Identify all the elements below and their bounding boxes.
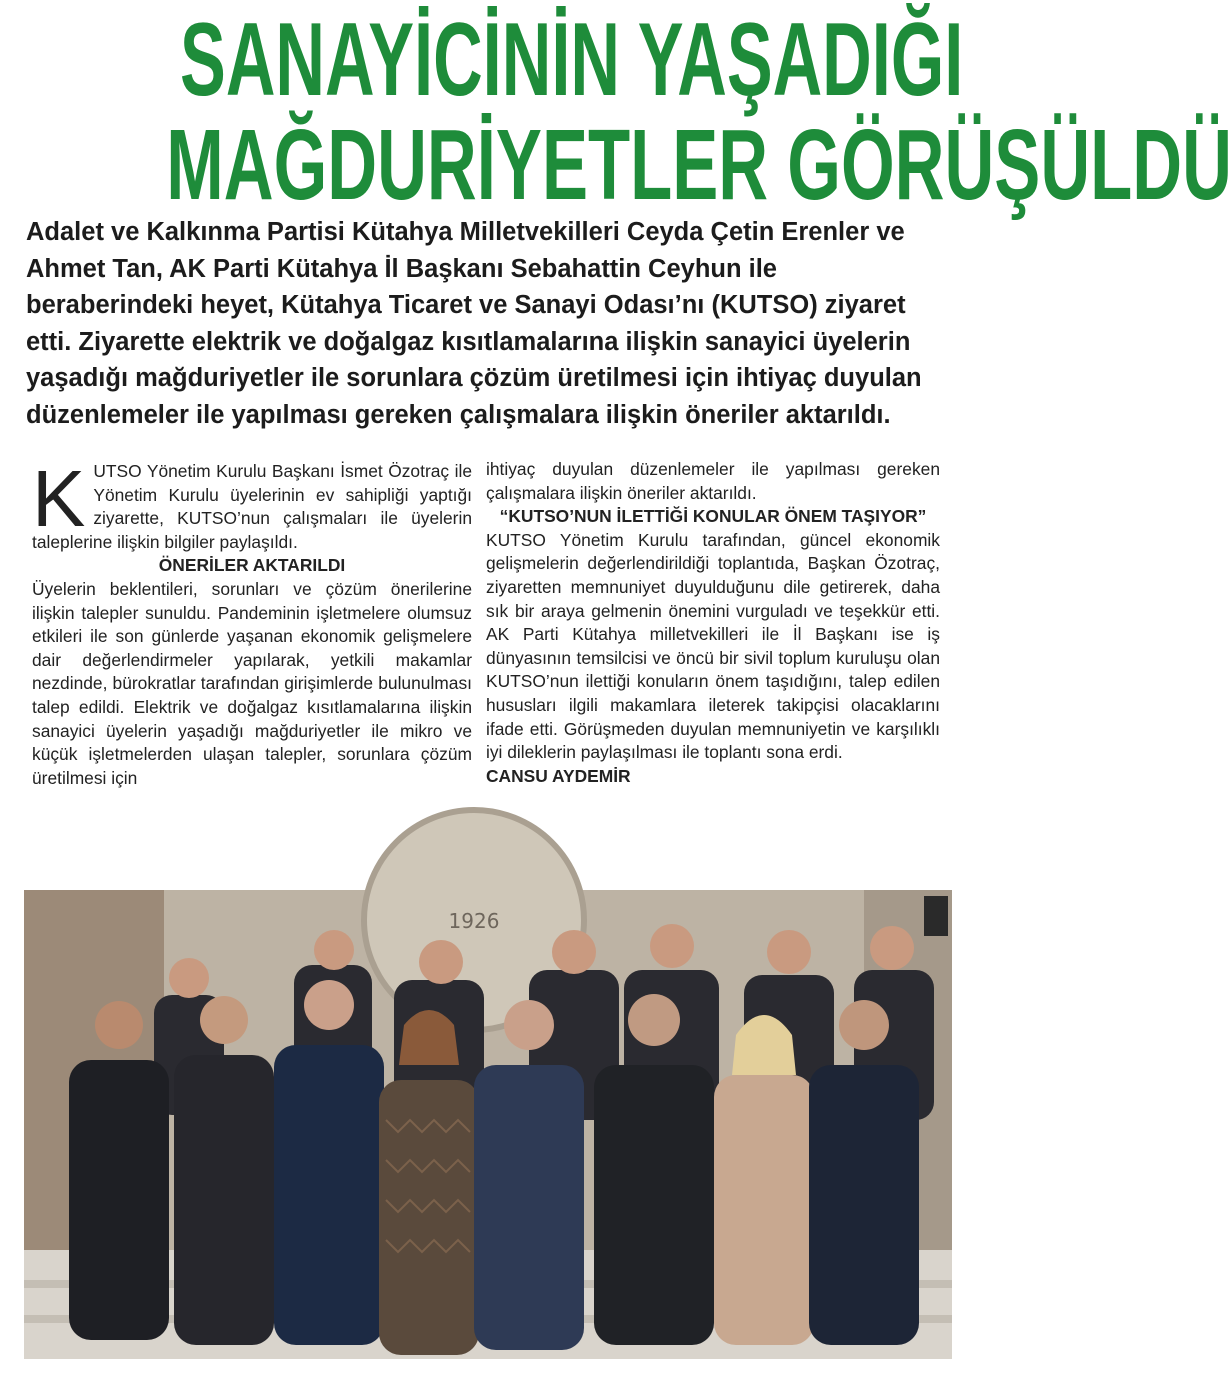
headline-line-1: SANAYİCİNİN YAŞADIĞI — [180, 2, 964, 118]
emblem-year: 1926 — [448, 909, 500, 933]
intro-text: UTSO Yönetim Kurulu Başkanı İsmet Özotraç ile Yönetim Kurulu üyelerinin ev sahipliği yaptığı ziyarette, KUTSO’nun çalışmaları ile üyelerin taleplerine ilişkin bilgiler paylaşıldı. — [32, 461, 472, 552]
article-column-left — [32, 454, 472, 790]
subhead-oneriler: ÖNERİLER AKTARILDI — [158, 555, 346, 576]
article-column-right — [486, 458, 940, 788]
body-paragraph-right: KUTSO Yönetim Kurulu tarafından, güncel ekonomik gelişmelerin değerlendirildiği toplantıda, Başkan Özotraç, ziyaretten memnuniyet duyulduğunu dile getirerek, daha sık bir araya gelmenin önemini vurguladı ve teşekkür etti. AK Parti Kütahya milletvekilleri ile İl Başkanı ise iş dünyasının temsilcisi ve öncü bir sivil toplum kuruluşu olan KUTSO’nun ilettiği konuların önem taşıdığını, talep edilen hususları ilgili makamlara ileterek takipçisi olacaklarını ifade etti. Görüşmeden duyulan memnuniyetin ve karşılıklı iyi dileklerin paylaşılması ile toplantı sona erdi. — [486, 529, 940, 763]
continued-paragraph: ihtiyaç duyulan düzenlemeler ile yapılması gereken çalışmalara ilişkin öneriler aktarıldı. — [486, 459, 940, 503]
lead-paragraph: Adalet ve Kalkınma Partisi Kütahya Milletvekilleri Ceyda Çetin Erenler ve Ahmet Tan, AK Parti Kütahya İl Başkanı Sebahattin Ceyhun ile beraberindeki heyet, Kütahya Ticaret ve Sanayi Odası’nı (KUTSO) ziyaret etti. Ziyarette elektrik ve doğalgaz kısıtlamalarına ilişkin sanayici üyelerin yaşadığı mağduriyetler ile sorunlara çözüm üretilmesi için ihtiyaç duyulan düzenlemeler ile yapılması gereken çalışmalara ilişkin öneriler aktarıldı. — [26, 218, 922, 429]
drop-cap: K — [32, 454, 86, 543]
group-photo-illustration — [24, 890, 952, 1359]
body-paragraph-left: Üyelerin beklentileri, sorunları ve çözüm önerilerine ilişkin talepler sunuldu. Pandeminin işletmelere olumsuz etkileri ile son günlerde yaşanan ekonomik gelişmelere dair değerlendirmeler yapılarak, yetkili makamlar nezdinde, bürokratlar tarafından girişimlerde bulunulması talep edildi. Elektrik ve doğalgaz kısıtlamalarına ilişkin sanayici üyelerin yaşadığı mağduriyetler ile mikro ve küçük işletmelerden ulaşan talepler, sorunlara çözüm üretilmesi için — [32, 578, 472, 788]
intro-paragraph — [32, 454, 472, 554]
group-photo — [24, 890, 952, 1359]
headline-line-2: MAĞDURİYETLER GÖRÜŞÜLDÜ — [166, 109, 1232, 221]
author-byline: CANSU AYDEMİR — [486, 765, 631, 786]
subhead-kutso: “KUTSO’NUN İLETTİĞİ KONULAR ÖNEM TAŞIYOR” — [499, 506, 927, 527]
